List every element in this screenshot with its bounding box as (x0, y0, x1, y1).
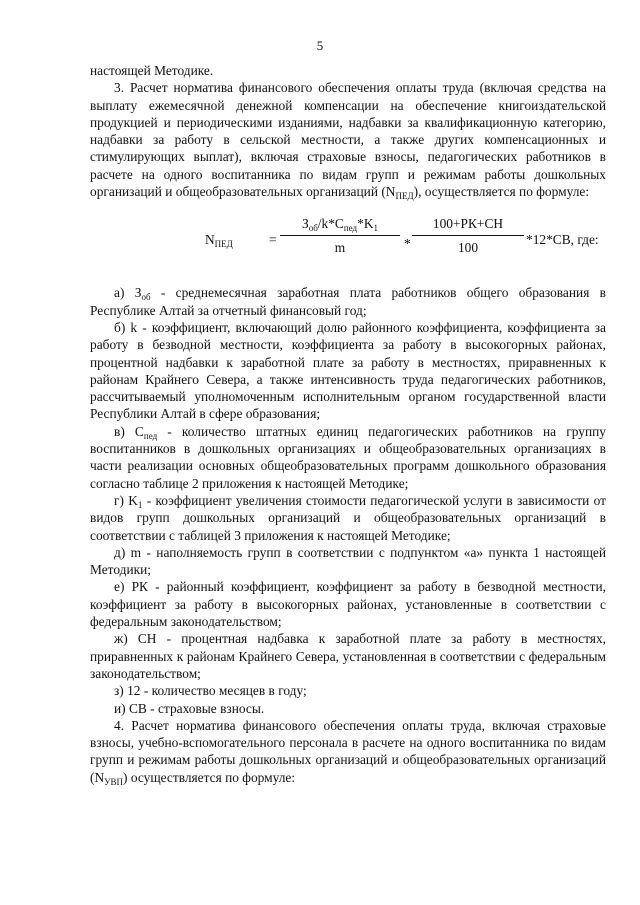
formula-tail: *12*СВ, где: (526, 232, 599, 248)
item-g-label: г) K (114, 492, 138, 508)
item-d-text: д) m - наполняемость групп в соответствии с подпунктом «а» пункта 1 настоящей Методики; (90, 544, 606, 578)
page-number: 5 (316, 38, 324, 53)
f1-term-k-sub: 1 (373, 223, 378, 234)
paragraph-3-end: ), осуществляется по формуле: (413, 184, 590, 200)
formula-equals: = (269, 232, 277, 248)
list-item-z (90, 682, 606, 699)
paragraph-4-subscript: УВП (104, 776, 124, 787)
fraction-1-numerator (280, 215, 400, 235)
item-g-text: - коэффициент увеличения стоимости педагогической услуги в зависимости от видов групп дошкольных организаций и общеобразовательных организаций в соответствии с таблицей 3 приложения к настоящей Методике; (90, 492, 606, 543)
f1-term-z-sub: об (308, 223, 318, 234)
paragraph-4-text: 4. Расчет норматива финансового обеспечения оплаты труда, включая страховые взносы, учебно-вспомогательного персонала в расчете на одного воспитанника по видам групп и режимам работы дошкольных организаций и общеобразовательных организаций (N (90, 717, 606, 785)
paragraph-4 (90, 717, 606, 786)
list-item-i (90, 700, 606, 717)
item-a-text: - среднемесячная заработная плата работников общего образования в Республике Алтай за отчетный финансовый год; (90, 285, 606, 318)
paragraph-continuation (90, 62, 606, 79)
item-v-text: - количество штатных единиц педагогических работников на группу воспитанников в дошкольных организациях и общеобразовательных организациях в части реализации основных общеобразовательных программ дошкольного образования согласно таблице 2 приложения к настоящей Методике; (90, 423, 606, 491)
paragraph-3 (90, 79, 606, 200)
paragraph-3-text: 3. Расчет норматива финансового обеспечения оплаты труда (включая средства на выплату ежемесячной денежной компенсации на обеспечение книгоиздательской продукцией и периодическими изданиями, надбавки за квалификационную категорию, надбавки за работу в сельской местности, а также других компенсационных и стимулирующих выплат), включая страховые взносы, педагогических работников в расчете на одного воспитанника по видам групп и режимам работы дошкольных организаций и общеобразовательных организаций (N (90, 80, 606, 200)
formula-fraction-1 (280, 215, 400, 256)
list-item-zh (90, 630, 606, 682)
list-item-a (90, 284, 606, 319)
list-item-g (90, 492, 606, 544)
formula-fraction-2 (412, 215, 524, 256)
paragraph-continuation-text: настоящей Методике. (90, 63, 214, 78)
f1-term-c: /k*C (317, 216, 344, 232)
list-item-b (90, 319, 606, 423)
item-z-text: з) 12 - количество месяцев в году; (114, 683, 307, 699)
formula-lhs-symbol: N (205, 232, 215, 248)
item-a-label: а) З (114, 285, 142, 301)
document-body (90, 62, 606, 786)
f1-term-k: *K (357, 216, 374, 232)
fraction-2-denominator: 100 (457, 239, 479, 255)
formula-lhs-subscript: ПЕД (214, 239, 233, 250)
f1-term-z: З (301, 216, 309, 232)
list-item-d (90, 544, 606, 579)
item-g-subscript: 1 (137, 499, 143, 510)
formula-lhs (205, 231, 233, 248)
item-zh-text: ж) СН - процентная надбавка к заработной плате за работу в местностях, приравненных к районам Крайнего Севера, установленная в соответствии с федеральным законодательством; (90, 631, 606, 681)
formula-nped (90, 208, 606, 280)
list-item-e (90, 578, 606, 630)
list-item-v (90, 423, 606, 492)
item-e-text: е) РК - районный коэффициент, коэффициент за работу в безводной местности, коэффициент за работу в высокогорных районах, установленные в соответствии с федеральным законодательством; (90, 579, 606, 630)
fraction-2-numerator: 100+РК+СН (412, 215, 524, 235)
paragraph-3-subscript: ПЕД (395, 191, 414, 202)
item-a-subscript: об (141, 292, 151, 303)
fraction-1-denominator: m (334, 239, 346, 255)
item-v-subscript: пед (143, 430, 158, 441)
formula-multiply: * (404, 236, 411, 252)
item-i-text: и) СВ - страховые взносы. (114, 700, 265, 716)
paragraph-4-end: ) осуществляется по формуле: (123, 769, 296, 785)
f1-term-c-sub: пед (343, 223, 358, 234)
item-b-text: б) k - коэффициент, включающий долю районного коэффициента, коэффициента за работу в безводной местности, коэффициента за работу в высокогорных районах, процентной надбавки к заработной плате за работу в местностях, приравненных к районам Крайнего Севера, а также интенсивность труда педагогических работников, рассчитываемый уполномоченным исполнительным органом государственной власти Республики Алтай в сфере образования; (90, 319, 606, 422)
item-v-label: в) С (114, 423, 144, 439)
